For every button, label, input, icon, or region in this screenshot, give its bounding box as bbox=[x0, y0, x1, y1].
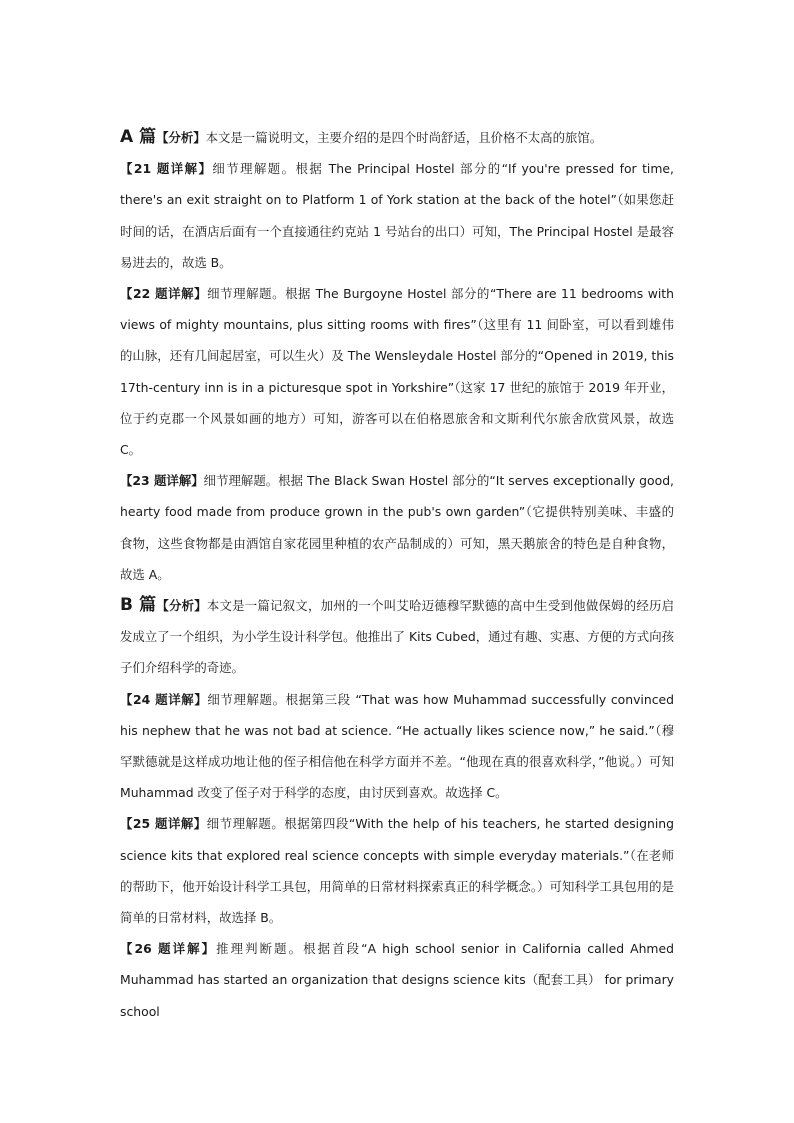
question-24-text: 细节理解题。根据第三段 “That was how Muhammad successfully convinced his nephew that he was not bad at science. “He actually likes science now,” he said.”（穆罕默德就是这样成功地让他的侄子相信他在科学方面并不差。“他现在真的很喜欢科学，”他说。）可知 Muhammad 改变了侄子对于科学的态度，由讨厌到喜欢。故选择 C。 bbox=[120, 691, 674, 801]
section-a-label: A 篇 bbox=[120, 127, 157, 147]
question-21-tag: 【21 题详解】 bbox=[120, 161, 213, 177]
question-25-tag: 【25 题详解】 bbox=[120, 816, 207, 832]
question-25-analysis bbox=[120, 808, 674, 933]
question-23-text: 细节理解题。根据 The Black Swan Hostel 部分的“It serves exceptionally good, hearty food made from produce grown in the pub's own garden”（它提供特别美味、丰盛的食物，这些食物都是由酒馆自家花园里种植的农产品制成的）可知，黑天鹅旅舍的特色是自种食物，故选 A。 bbox=[120, 473, 674, 582]
section-b-label: B 篇 bbox=[120, 595, 157, 616]
question-22-tag: 【22 题详解】 bbox=[120, 286, 208, 302]
section-a-intro bbox=[120, 122, 674, 153]
question-22-text: 细节理解题。根据 The Burgoyne Hostel 部分的“There are 11 bedrooms with views of mighty mountains, plus sitting rooms with fires”（这里有 11 间卧室，可以看到雄伟的山脉，还有几间起居室，可以生火）及 The Wensleydale Hostel 部分的“Opened in 2019, this 17th-century inn is in a picturesque spot in Yorkshire”（这家 17 世纪的旅馆于 2019 年开业，位于约克郡一个风景如画的地方）可知，游客可以在伯格恩旅舍和文斯利代尔旅舍欣赏风景，故选 C。 bbox=[120, 286, 675, 458]
section-a-tag: 【分析】 bbox=[156, 130, 206, 145]
question-21-analysis bbox=[120, 153, 674, 278]
question-26-tag: 【26 题详解】 bbox=[120, 941, 217, 957]
question-23-tag: 【23 题详解】 bbox=[120, 473, 204, 489]
question-24-tag: 【24 题详解】 bbox=[120, 691, 208, 707]
section-b-intro bbox=[120, 590, 674, 684]
question-24-analysis bbox=[120, 684, 674, 809]
question-22-analysis bbox=[120, 278, 674, 465]
question-23-analysis bbox=[120, 465, 674, 590]
question-25-text: 细节理解题。根据第四段“With the help of his teachers, he started designing science kits that explored real science concepts with simple everyday materials.”（在老师的帮助下，他开始设计科学工具包，用简单的日常材料探索真正的科学概念。）可知科学工具包用的是简单的日常材料，故选择 B。 bbox=[120, 816, 674, 926]
section-b-intro-text: 本文是一篇记叙文，加州的一个叫艾哈迈德穆罕默德的高中生受到他做保姆的经历启发成立了一个组织，为小学生设计科学包。他推出了 Kits Cubed，通过有趣、实惠、方便的方式向孩子们介绍科学的奇迹。 bbox=[120, 598, 674, 676]
question-21-text: 细节理解题。根据 The Principal Hostel 部分的“If you're pressed for time, there's an exit straight on to Platform 1 of York station at the back of the hotel”（如果您赶时间的话，在酒店后面有一个直接通往约克站 1 号站台的出口）可知，The Principal Hostel 是最容易进去的，故选 B。 bbox=[120, 161, 674, 270]
question-26-analysis bbox=[120, 933, 674, 1027]
section-b-tag: 【分析】 bbox=[156, 598, 207, 614]
section-a-intro-text: 本文是一篇说明文，主要介绍的是四个时尚舒适，且价格不太高的旅馆。 bbox=[205, 130, 603, 145]
answer-analysis bbox=[120, 122, 674, 1027]
question-26-text: 推理判断题。根据首段“A high school senior in California called Ahmed Muhammad has started an organization that designs science kits（配套工具） for primary school bbox=[120, 941, 674, 1019]
